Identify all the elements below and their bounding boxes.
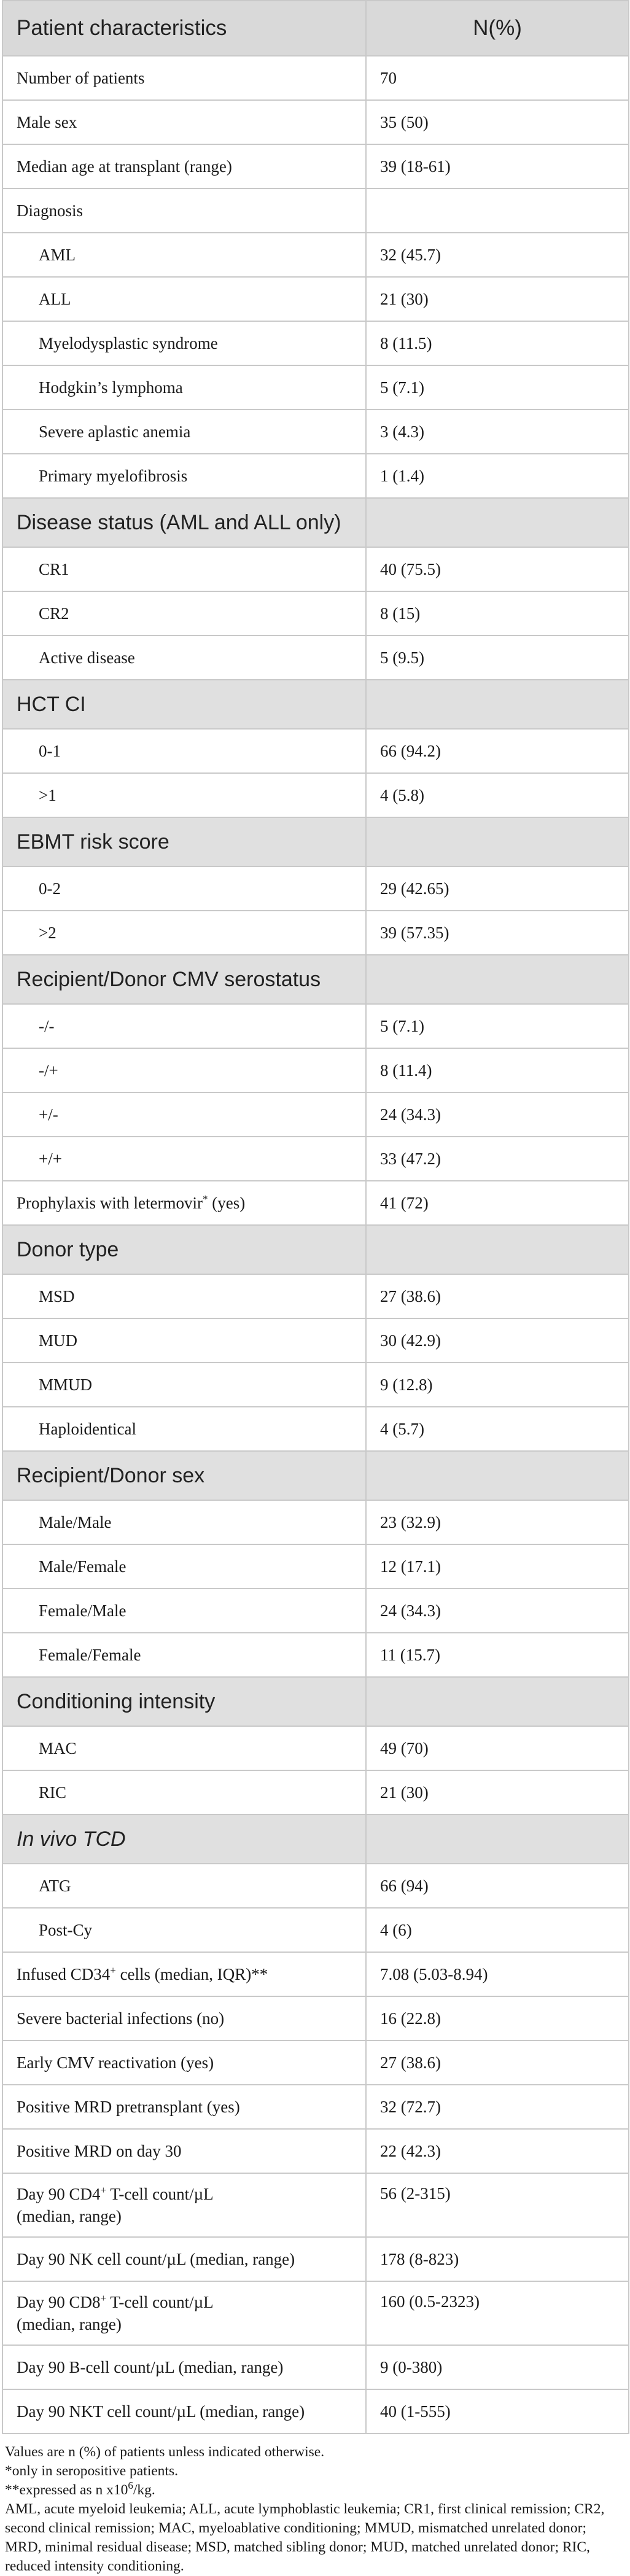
row-label-text: Infused CD34 [17, 1965, 111, 1983]
table-row [2, 1770, 629, 1815]
table-row [2, 866, 629, 911]
row-label-text: Day 90 CD8 [17, 2293, 101, 2311]
section-conditioning-intensity: Conditioning intensity [2, 1677, 366, 1726]
row-label: Myelodysplastic syndrome [2, 321, 366, 365]
row-value: 70 [366, 56, 629, 100]
row-value: 66 (94) [366, 1864, 629, 1908]
row-label: +/- [2, 1092, 366, 1137]
row-value: 27 (38.6) [366, 2041, 629, 2085]
row-value: 5 (9.5) [366, 636, 629, 680]
row-label: -/+ [2, 1048, 366, 1092]
row-value: 33 (47.2) [366, 1137, 629, 1181]
row-label: Day 90 NKT cell count/µL (median, range) [2, 2389, 366, 2434]
row-value: 4 (5.8) [366, 773, 629, 817]
section-header-row [2, 817, 629, 866]
row-label: +/+ [2, 1137, 366, 1181]
row-value: 21 (30) [366, 277, 629, 321]
table-row [2, 56, 629, 100]
row-label: Post-Cy [2, 1908, 366, 1952]
table-row [2, 729, 629, 773]
section-hct-ci: HCT CI [2, 680, 366, 729]
row-label-line2: (median, range) [17, 2315, 122, 2333]
row-label: Female/Male [2, 1589, 366, 1633]
table-row [2, 277, 629, 321]
table-row [2, 1864, 629, 1908]
table-row [2, 1589, 629, 1633]
row-label: CR1 [2, 547, 366, 591]
row-value: 178 (8-823) [366, 2237, 629, 2281]
table-row [2, 1092, 629, 1137]
row-label: Positive MRD on day 30 [2, 2129, 366, 2173]
table-row [2, 1633, 629, 1677]
row-value: 22 (42.3) [366, 2129, 629, 2173]
row-label-suffix: (yes) [208, 1194, 246, 1212]
superscript: 6 [128, 2480, 133, 2492]
row-label: Hodgkin’s lymphoma [2, 365, 366, 410]
section-header-empty-cell [366, 680, 629, 729]
table-footnotes [0, 2434, 630, 2576]
row-label: Active disease [2, 636, 366, 680]
footnote-double-star-suffix: /kg. [133, 2482, 155, 2498]
row-value: 7.08 (5.03-8.94) [366, 1952, 629, 1996]
row-value: 29 (42.65) [366, 866, 629, 911]
table-row [2, 636, 629, 680]
row-label-text: Day 90 CD4 [17, 2185, 101, 2203]
row-value: 49 (70) [366, 1726, 629, 1770]
row-label: ALL [2, 277, 366, 321]
table-row [2, 1137, 629, 1181]
row-label: Haploidentical [2, 1407, 366, 1451]
table-row [2, 1726, 629, 1770]
row-value: 8 (11.4) [366, 1048, 629, 1092]
table-row [2, 2085, 629, 2129]
table-row [2, 2389, 629, 2434]
row-value: 27 (38.6) [366, 1274, 629, 1318]
table-row [2, 233, 629, 277]
row-label [2, 1952, 366, 1996]
row-label: Median age at transplant (range) [2, 144, 366, 189]
table-header-row [2, 1, 629, 56]
row-label: ATG [2, 1864, 366, 1908]
row-value: 160 (0.5-2323) [366, 2281, 629, 2345]
section-cmv-serostatus: Recipient/Donor CMV serostatus [2, 955, 366, 1004]
table-row [2, 100, 629, 144]
row-value: 5 (7.1) [366, 365, 629, 410]
row-label: 0-2 [2, 866, 366, 911]
table-row [2, 1908, 629, 1952]
section-donor-type: Donor type [2, 1225, 366, 1274]
row-label: -/- [2, 1004, 366, 1048]
row-value: 12 (17.1) [366, 1544, 629, 1589]
row-label: Day 90 NK cell count/µL (median, range) [2, 2237, 366, 2281]
table-row [2, 1048, 629, 1092]
row-label: Positive MRD pretransplant (yes) [2, 2085, 366, 2129]
row-value: 5 (7.1) [366, 1004, 629, 1048]
table-row [2, 1500, 629, 1544]
table-row [2, 144, 629, 189]
row-label: RIC [2, 1770, 366, 1815]
table-row [2, 2041, 629, 2085]
row-value: 21 (30) [366, 1770, 629, 1815]
section-disease-status: Disease status (AML and ALL only) [2, 498, 366, 547]
row-value [366, 189, 629, 233]
section-header-row [2, 955, 629, 1004]
table-row [2, 911, 629, 955]
row-label: MAC [2, 1726, 366, 1770]
row-label: Diagnosis [2, 189, 366, 233]
section-header-row [2, 1815, 629, 1864]
row-value: 40 (1-555) [366, 2389, 629, 2434]
section-header-row [2, 1225, 629, 1274]
table-row [2, 1952, 629, 1996]
row-label: Early CMV reactivation (yes) [2, 2041, 366, 2085]
row-label: MSD [2, 1274, 366, 1318]
row-label: >1 [2, 773, 366, 817]
section-header-empty-cell [366, 498, 629, 547]
footnote-marker: * [202, 1193, 208, 1205]
row-value: 35 (50) [366, 100, 629, 144]
row-label [2, 2173, 366, 2237]
footnote-star: *only in seropositive patients. [5, 2463, 178, 2479]
section-header-row [2, 1677, 629, 1726]
row-value: 9 (0-380) [366, 2345, 629, 2389]
row-label: Severe aplastic anemia [2, 410, 366, 454]
table-row [2, 189, 629, 233]
row-value: 24 (34.3) [366, 1589, 629, 1633]
header-characteristics: Patient characteristics [2, 1, 366, 56]
table-row [2, 1274, 629, 1318]
row-value: 8 (15) [366, 591, 629, 636]
table-row [2, 773, 629, 817]
table-row [2, 1318, 629, 1363]
row-value: 30 (42.9) [366, 1318, 629, 1363]
footnote-double-star-text: **expressed as n x10 [5, 2482, 128, 2498]
footnote-double-star [5, 2481, 625, 2500]
table-row [2, 547, 629, 591]
row-label: MUD [2, 1318, 366, 1363]
superscript: + [110, 1964, 116, 1976]
row-label: Male sex [2, 100, 366, 144]
superscript: + [100, 2184, 107, 2196]
table-row [2, 454, 629, 498]
row-value: 32 (45.7) [366, 233, 629, 277]
row-label-suffix: cells (median, IQR)** [115, 1965, 268, 1983]
section-header-empty-cell [366, 1815, 629, 1864]
row-label: Severe bacterial infections (no) [2, 1996, 366, 2041]
row-value: 11 (15.7) [366, 1633, 629, 1677]
row-value: 66 (94.2) [366, 729, 629, 773]
row-value: 8 (11.5) [366, 321, 629, 365]
row-label: 0-1 [2, 729, 366, 773]
row-value: 32 (72.7) [366, 2085, 629, 2129]
table-row [2, 2173, 629, 2237]
row-value: 56 (2-315) [366, 2173, 629, 2237]
row-label: Day 90 B-cell count/µL (median, range) [2, 2345, 366, 2389]
row-value: 40 (75.5) [366, 547, 629, 591]
patient-characteristics-table [2, 0, 629, 2434]
table-row [2, 2345, 629, 2389]
section-recipient-donor-sex: Recipient/Donor sex [2, 1451, 366, 1500]
row-label [2, 1181, 366, 1225]
section-in-vivo-tcd: In vivo TCD [2, 1815, 366, 1864]
section-header-empty-cell [366, 1677, 629, 1726]
row-value: 4 (6) [366, 1908, 629, 1952]
row-label: Primary myelofibrosis [2, 454, 366, 498]
table-row [2, 1407, 629, 1451]
table-row [2, 2129, 629, 2173]
row-value: 9 (12.8) [366, 1363, 629, 1407]
row-label-text: Prophylaxis with letermovir [17, 1194, 203, 1212]
row-label-line2: (median, range) [17, 2207, 122, 2225]
table-row [2, 1363, 629, 1407]
section-header-empty-cell [366, 1225, 629, 1274]
table-row [2, 365, 629, 410]
row-value: 1 (1.4) [366, 454, 629, 498]
table-row [2, 1181, 629, 1225]
table-row [2, 1996, 629, 2041]
section-header-row [2, 680, 629, 729]
row-label [2, 2281, 366, 2345]
row-label-suffix: T-cell count/µL [106, 2185, 214, 2203]
footnote-abbreviations: AML, acute myeloid leukemia; ALL, acute lymphoblastic leukemia; CR1, first clinical remission; CR2, second clinical remission; MAC, myeloablative conditioning; MMUD, mismatched unrelated donor; MRD, minimal residual disease; MSD, matched sibling donor; MUD, matched unrelated donor; RIC, reduced intensity conditioning. [5, 2501, 605, 2574]
row-value: 4 (5.7) [366, 1407, 629, 1451]
footnote-values: Values are n (%) of patients unless indicated otherwise. [5, 2444, 325, 2460]
row-label: AML [2, 233, 366, 277]
row-value: 41 (72) [366, 1181, 629, 1225]
row-value: 23 (32.9) [366, 1500, 629, 1544]
row-label: MMUD [2, 1363, 366, 1407]
header-n-percent: N(%) [366, 1, 629, 56]
row-value: 24 (34.3) [366, 1092, 629, 1137]
table-row [2, 410, 629, 454]
superscript: + [100, 2292, 107, 2304]
section-header-row [2, 1451, 629, 1500]
table-row [2, 1544, 629, 1589]
row-value: 16 (22.8) [366, 1996, 629, 2041]
row-label-suffix: T-cell count/µL [106, 2293, 214, 2311]
row-label: Number of patients [2, 56, 366, 100]
table-row [2, 1004, 629, 1048]
table-row [2, 321, 629, 365]
row-label: Female/Female [2, 1633, 366, 1677]
row-label: Male/Female [2, 1544, 366, 1589]
section-header-empty-cell [366, 1451, 629, 1500]
section-header-empty-cell [366, 955, 629, 1004]
row-value: 39 (18-61) [366, 144, 629, 189]
section-header-row [2, 498, 629, 547]
row-value: 3 (4.3) [366, 410, 629, 454]
section-header-empty-cell [366, 817, 629, 866]
table-row [2, 591, 629, 636]
table-row [2, 2237, 629, 2281]
row-label: >2 [2, 911, 366, 955]
row-value: 39 (57.35) [366, 911, 629, 955]
row-label: CR2 [2, 591, 366, 636]
row-label: Male/Male [2, 1500, 366, 1544]
table-row [2, 2281, 629, 2345]
section-ebmt-risk: EBMT risk score [2, 817, 366, 866]
